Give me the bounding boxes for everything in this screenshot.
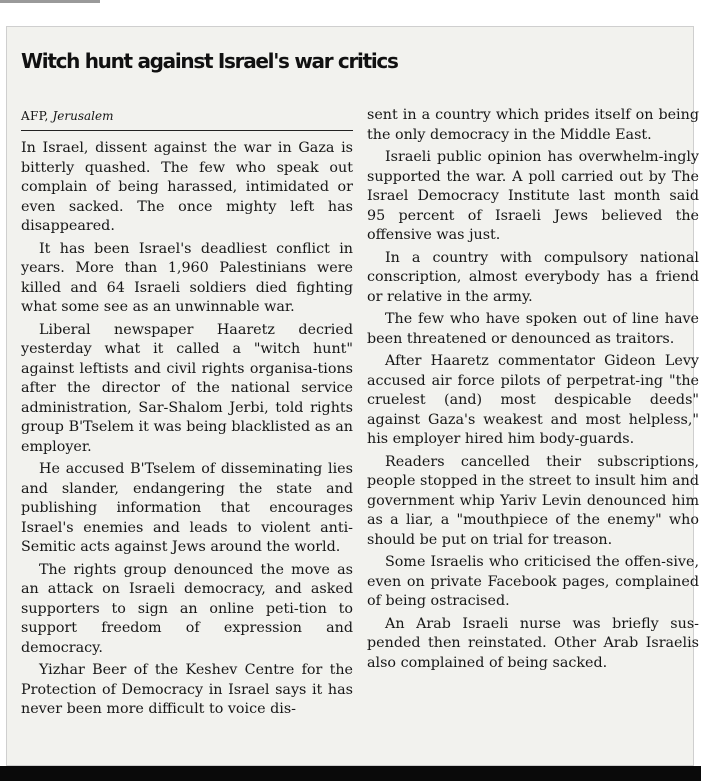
paragraph: In Israel, dissent against the war in Gaza is bitterly quashed. The few who speak out complain of being harassed, intimidated or even sacked. The once mighty left has disappeared.	[21, 140, 353, 234]
paragraph: In a country with compulsory national conscription, almost everybody has a friend or relative in the army.	[367, 249, 699, 305]
paragraph: It has been Israel's deadliest conflict in years. More than 1,960 Palestinians were killed and 64 Israeli soldiers died fighting what some see as an unwinnable war.	[21, 240, 353, 315]
paragraph: The few who have spoken out of line have been threatened or denounced as traitors.	[367, 311, 699, 347]
paragraph: Readers cancelled their subscriptions, people stopped in the street to insult him and government whip Yariv Levin denounced him as a liar, a "mouthpiece of the enemy" who should be put on trial for treason.	[367, 453, 699, 548]
paragraph: Some Israelis who criticised the offen-sive, even on private Facebook pages, complained of being ostracised.	[367, 554, 699, 609]
bottom-border	[0, 766, 701, 781]
paragraph: Liberal newspaper Haaretz decried yesterday what it called a "witch hunt" against leftists and civil rights organisa-tions after the director of the national service administration, Sar-Shalom Jerbi, told rights group B'Tselem it was being blacklisted as an employer.	[21, 321, 353, 455]
byline-agency: AFP,	[21, 109, 49, 123]
paragraph: Yizhar Beer of the Keshev Centre for the Protection of Democracy in Israel says it has never been more difficult to voice dis-	[21, 662, 353, 717]
byline	[21, 106, 353, 131]
newspaper-clipping	[6, 26, 699, 766]
byline-location: Jerusalem	[52, 109, 114, 123]
article-column-1	[21, 106, 353, 723]
paragraph: An Arab Israeli nurse was briefly sus-pended then reinstated. Other Arab Israelis also complained of being sacked.	[367, 615, 699, 671]
paragraph: After Haaretz commentator Gideon Levy accused air force pilots of perpetrat-ing "the cruelest (and) most despicable deeds" against Gaza's weakest and most helpless," his employer hired him body-guards.	[367, 353, 699, 447]
article-column-2	[367, 106, 699, 676]
headline: Witch hunt against Israel's war critics	[21, 49, 398, 73]
paragraph: Israeli public opinion has overwhelm-ingly supported the war. A poll carried out by The Israel Democracy Institute last month said 95 percent of Israeli Jews believed the offensive was just.	[367, 149, 699, 243]
paragraph: He accused B'Tselem of disseminating lies and slander, endangering the state and publishing information that encourages Israel's enemies and leads to violent anti-Semitic acts against Jews around the world.	[21, 461, 353, 555]
scan-streak	[0, 0, 100, 3]
paragraph: sent in a country which prides itself on being the only democracy in the Middle East.	[367, 107, 699, 143]
top-margin	[0, 0, 701, 26]
paragraph: The rights group denounced the move as an attack on Israeli democracy, and asked supporters to sign an online peti-tion to support freedom of expression and democracy.	[21, 561, 353, 656]
